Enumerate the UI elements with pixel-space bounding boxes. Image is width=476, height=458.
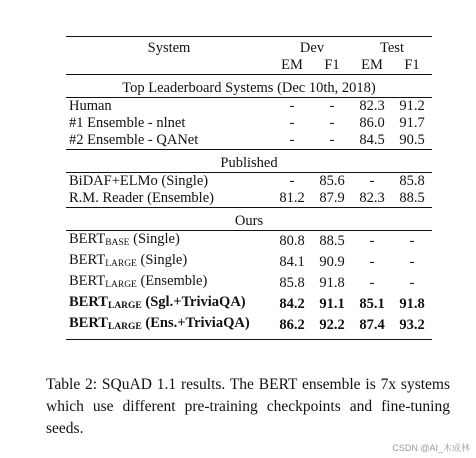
score-test-em: 87.4 bbox=[359, 317, 385, 333]
score-dev-f1: - bbox=[329, 98, 335, 114]
score-test-em: 85.1 bbox=[359, 296, 385, 312]
score-dev-f1: 90.9 bbox=[319, 254, 345, 270]
system-name: BiDAF+ELMo (Single) bbox=[69, 173, 209, 189]
table-row bbox=[66, 132, 432, 150]
model-size-subscript: LARGE bbox=[107, 301, 142, 311]
system-name: Human bbox=[69, 98, 112, 114]
system-name: #2 Ensemble - QANet bbox=[69, 132, 199, 148]
system-cell bbox=[66, 190, 272, 208]
system-name: BERT bbox=[69, 294, 108, 310]
header-dev: Dev bbox=[299, 40, 325, 56]
table-row bbox=[66, 115, 432, 132]
system-cell bbox=[66, 173, 272, 190]
system-name: BERT bbox=[69, 252, 106, 268]
watermark: CSDN @AI_木成林 bbox=[392, 443, 470, 453]
score-dev-em: - bbox=[289, 98, 295, 114]
system-cell bbox=[66, 252, 272, 273]
score-test-f1: 91.7 bbox=[399, 115, 425, 131]
table-caption: Table 2: SQuAD 1.1 results. The BERT ensemble is 7x systems which use different pre-training checkpoints and fine-tuning seeds. bbox=[46, 376, 450, 437]
system-name: BERT bbox=[69, 315, 108, 331]
score-test-f1: 91.8 bbox=[399, 296, 425, 312]
score-dev-f1: 92.2 bbox=[319, 317, 345, 333]
system-variant: (Ens.+TriviaQA) bbox=[141, 315, 250, 331]
section-title: Published bbox=[220, 155, 278, 171]
section-title: Top Leaderboard Systems (Dec 10th, 2018) bbox=[122, 80, 376, 96]
score-test-em: 82.3 bbox=[359, 98, 385, 114]
system-variant: (Ensemble) bbox=[136, 273, 208, 289]
score-test-em: - bbox=[369, 233, 375, 249]
score-dev-em: 81.2 bbox=[279, 190, 305, 206]
system-name: #1 Ensemble - nlnet bbox=[69, 115, 186, 131]
system-name: R.M. Reader (Ensemble) bbox=[69, 190, 214, 206]
score-test-f1: 91.2 bbox=[399, 98, 425, 114]
system-variant: (Sgl.+TriviaQA) bbox=[141, 294, 246, 310]
score-test-f1: 90.5 bbox=[399, 132, 425, 148]
score-dev-em: 85.8 bbox=[279, 275, 305, 291]
system-cell bbox=[66, 231, 272, 252]
system-cell bbox=[66, 98, 272, 115]
score-dev-f1: 85.6 bbox=[319, 173, 345, 189]
system-cell bbox=[66, 132, 272, 150]
score-dev-f1: 87.9 bbox=[319, 190, 345, 206]
header-test-f1: F1 bbox=[404, 57, 420, 73]
score-dev-em: 86.2 bbox=[279, 317, 305, 333]
score-test-em: - bbox=[369, 173, 375, 189]
section-title: Ours bbox=[234, 213, 264, 229]
header-system: System bbox=[147, 40, 191, 56]
table-row bbox=[66, 231, 432, 252]
table-row bbox=[66, 294, 432, 315]
score-test-em: - bbox=[369, 275, 375, 291]
score-dev-em: - bbox=[289, 132, 295, 148]
system-variant: (Single) bbox=[136, 252, 188, 268]
score-dev-em: 84.1 bbox=[279, 254, 305, 270]
score-dev-em: - bbox=[289, 115, 295, 131]
score-dev-em: 80.8 bbox=[279, 233, 305, 249]
table-row bbox=[66, 273, 432, 294]
system-cell bbox=[66, 315, 272, 336]
results-table bbox=[66, 36, 432, 340]
model-size-subscript: LARGE bbox=[105, 259, 137, 269]
system-variant: (Single) bbox=[129, 231, 180, 247]
model-size-subscript: BASE bbox=[105, 238, 130, 248]
header-test: Test bbox=[380, 40, 404, 56]
score-dev-f1: - bbox=[329, 132, 335, 148]
score-test-em: - bbox=[369, 254, 375, 270]
model-size-subscript: LARGE bbox=[105, 280, 137, 290]
table-row bbox=[66, 173, 432, 190]
table-row bbox=[66, 190, 432, 208]
score-dev-f1: 91.1 bbox=[319, 296, 345, 312]
score-test-f1: 88.5 bbox=[399, 190, 425, 206]
table-row bbox=[66, 98, 432, 115]
system-name: BERT bbox=[69, 273, 106, 289]
score-test-em: 82.3 bbox=[359, 190, 385, 206]
score-test-f1: - bbox=[409, 233, 415, 249]
system-name: BERT bbox=[69, 231, 106, 247]
system-cell bbox=[66, 273, 272, 294]
score-dev-f1: 91.8 bbox=[319, 275, 345, 291]
system-cell bbox=[66, 294, 272, 315]
score-dev-f1: 88.5 bbox=[319, 233, 345, 249]
section-header-row bbox=[66, 80, 432, 98]
table-row bbox=[66, 315, 432, 336]
score-test-em: 84.5 bbox=[359, 132, 385, 148]
bottom-rule bbox=[66, 336, 432, 340]
header-row-1 bbox=[66, 37, 432, 57]
score-dev-f1: - bbox=[329, 115, 335, 131]
model-size-subscript: LARGE bbox=[107, 322, 142, 332]
section-header-row bbox=[66, 155, 432, 173]
header-test-em: EM bbox=[361, 57, 383, 73]
header-dev-f1: F1 bbox=[324, 57, 340, 73]
score-test-em: 86.0 bbox=[359, 115, 385, 131]
score-dev-em: 84.2 bbox=[279, 296, 305, 312]
score-dev-em: - bbox=[289, 173, 295, 189]
results-table-body bbox=[66, 37, 432, 340]
score-test-f1: 85.8 bbox=[399, 173, 425, 189]
score-test-f1: - bbox=[409, 254, 415, 270]
score-test-f1: 93.2 bbox=[399, 317, 425, 333]
system-cell bbox=[66, 115, 272, 132]
score-test-f1: - bbox=[409, 275, 415, 291]
header-dev-em: EM bbox=[281, 57, 303, 73]
section-header-row bbox=[66, 213, 432, 231]
table-row bbox=[66, 252, 432, 273]
